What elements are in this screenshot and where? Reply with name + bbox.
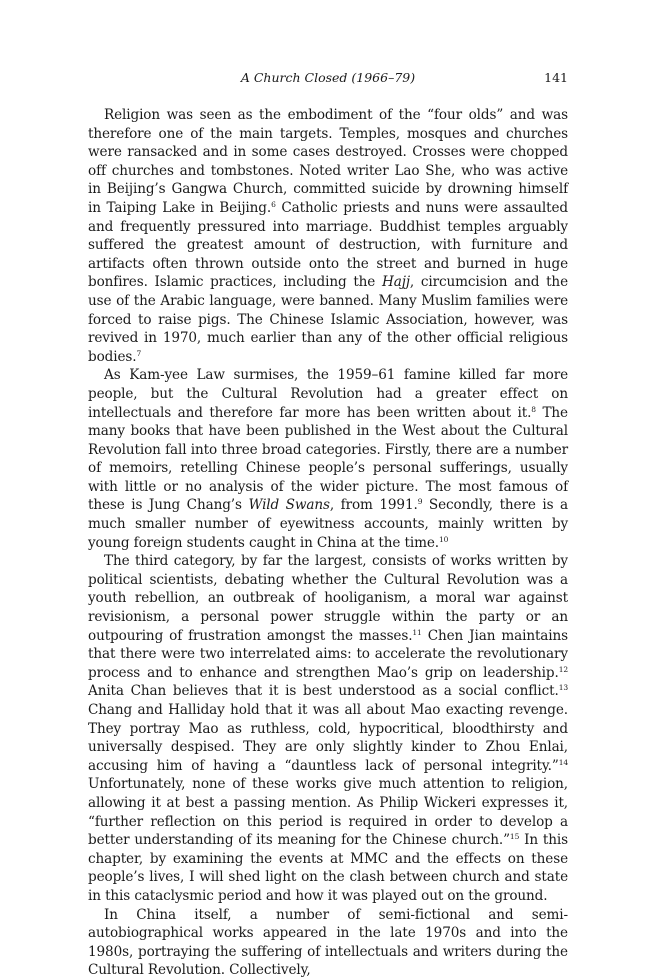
footnote-ref: 15 [509, 832, 520, 842]
footnote-ref: 14 [558, 757, 568, 767]
footnote-ref: 13 [558, 683, 568, 693]
text-run: The many books that have been published in the West about the Cultural Revolution fall into three broad categories. Firstly, there are a number of memoirs, retelling Chinese people’s personal sufferings, usually with little or no analysis of the wider picture. The most famous of these is Jung Chang’s [88, 404, 568, 514]
running-head [88, 70, 568, 90]
book-page [88, 70, 568, 980]
page-number: 141 [544, 70, 568, 85]
text-run: In this chapter, by examining the events at MMC and the effects on these people’s lives, I will shed light on the clash between church and state in this cataclysmic period and how it was played out on the ground. [88, 832, 568, 904]
italic-title: Wild Swans [248, 497, 330, 514]
footnote-ref: 11 [412, 627, 422, 637]
text-run: Secondly, there is a much smaller number of eyewitness accounts, mainly written by young foreign students caught in China at the time. [88, 497, 569, 551]
paragraph [88, 366, 568, 552]
text-run: Catholic priests and nuns were assaulted and frequently pressured into marriage. Buddhist temples arguably suffered the greatest amount of destruction, with furniture and artifacts often thrown outside onto the street and burned in huge bonfires. Islamic practices, including the [88, 199, 568, 291]
text-run: In China itself, a number of semi-fictional and semi-autobiographical works appeared in the late 1970s and into the 1980s, portraying the suffering of intellectuals and writers during the Cultural Revolution. Collectively, [88, 906, 568, 979]
paragraph [88, 106, 568, 366]
text-run: , circumcision and the use of the Arabic language, were banned. Many Muslim families were forced to raise pigs. The Chinese Islamic Association, however, was revived in 1970, much earlier than any of the other official religious bodies. [88, 274, 568, 365]
text-run: The third category, by far the largest, consists of works written by political scientists, debating whether the Cultural Revolution was a youth rebellion, an outbreak of hooliganism, a moral war against revisionism, a personal power struggle within the party or an outpouring of frustration amongst the masses. [88, 553, 568, 644]
italic-title: Hajj [382, 274, 410, 291]
text-run: Unfortunately, none of these works give much attention to religion, allowing it at best a passing mention. As Philip Wickeri expresses it, “further reflection on this period is required in order to develop a better understanding of its meaning for the Chinese church.” [88, 776, 568, 849]
text-run: Anita Chan believes that it is best understood as a social conflict. [88, 683, 559, 700]
footnote-ref: 12 [558, 664, 568, 674]
footnote-ref: 9 [417, 497, 423, 507]
paragraph [88, 552, 568, 905]
body-text [88, 106, 568, 980]
footnote-ref: 7 [136, 348, 142, 358]
footnote-ref: 10 [438, 534, 449, 544]
running-title: A Church Closed (1966–79) [240, 70, 416, 85]
footnote-ref: 6 [271, 199, 276, 209]
text-run: Chang and Halliday hold that it was all about Mao exacting revenge. They portray Mao as ruthless, cold, hypocritical, bloodthirsty and universally despised. They are only slightly kinder to Zhou Enlai, accusing him of having a “dauntless lack of personal integrity.” [88, 702, 568, 774]
text-run: , from 1991. [329, 497, 418, 514]
text-run: Religion was seen as the embodiment of the “four olds” and was therefore one of the main targets. Temples, mosques and churches were ransacked and in some cases destroyed. Crosses were chopped off churches and tombstones. Noted writer Lao She, who was active in Beijing’s Gangwa Church, committed suicide by drowning himself in Taiping Lake in Beijing. [88, 107, 568, 216]
text-run: As Kam-yee Law surmises, the 1959–61 famine killed far more people, but the Cultural Revolution had a greater effect on intellectuals and therefore far more has been written about it. [88, 367, 568, 421]
text-run: Chen Jian maintains that there were two interrelated aims: to accelerate the revolutionary process and to enhance and strengthen Mao’s grip on leadership. [88, 627, 568, 681]
paragraph [88, 906, 568, 980]
footnote-ref: 8 [531, 404, 536, 414]
